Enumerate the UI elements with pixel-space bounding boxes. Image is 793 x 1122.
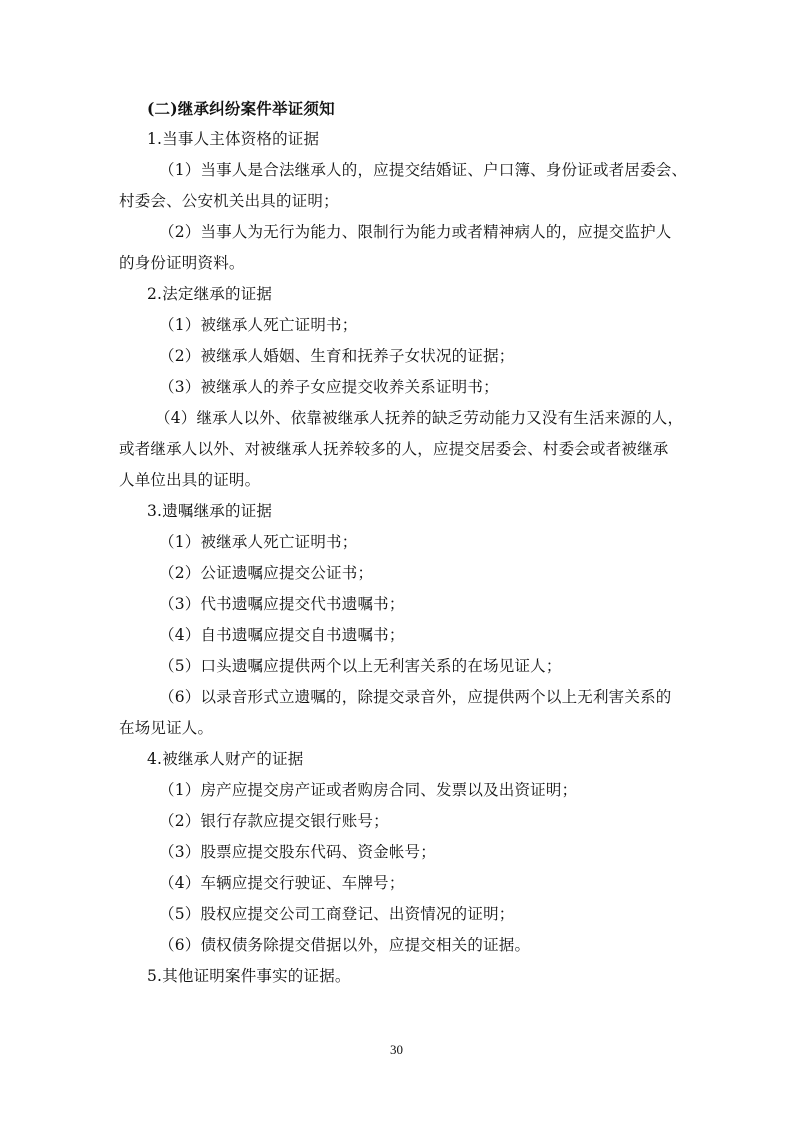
list-item: （4）自书遗嘱应提交自书遗嘱书； bbox=[159, 626, 405, 644]
document-lines bbox=[119, 124, 688, 992]
list-item: （5）口头遗嘱应提供两个以上无利害关系的在场见证人； bbox=[159, 657, 562, 675]
section-heading: 2.法定继承的证据 bbox=[147, 285, 273, 303]
list-item-continuation: 或者继承人以外、对被继承人抚养较多的人，应提交居委会、村委会或者被继承 bbox=[119, 440, 669, 458]
list-item: （6）债权债务除提交借据以外，应提交相关的证据。 bbox=[159, 936, 531, 954]
list-item-continuation: 村委会、公安机关出具的证明； bbox=[119, 192, 339, 210]
list-item: （4）继承人以外、依靠被继承人抚养的缺乏劳动能力又没有生活来源的人， bbox=[155, 409, 684, 427]
list-item-continuation: 的身份证明资料。 bbox=[119, 254, 245, 272]
list-item: （1）房产应提交房产证或者购房合同、发票以及出资证明； bbox=[159, 781, 578, 799]
list-item: （4）车辆应提交行驶证、车牌号； bbox=[159, 874, 405, 892]
list-item-continuation: 人单位出具的证明。 bbox=[119, 471, 261, 489]
list-item: （6）以录音形式立遗嘱的，除提交录音外，应提供两个以上无利害关系的 bbox=[159, 688, 672, 706]
section-heading: 5.其他证明案件事实的证据。 bbox=[147, 967, 351, 985]
document-body bbox=[119, 93, 688, 992]
section-heading: 3.遗嘱继承的证据 bbox=[147, 502, 273, 520]
list-item: （1）当事人是合法继承人的，应提交结婚证、户口簿、身份证或者居委会、 bbox=[159, 161, 688, 179]
list-item: （3）被继承人的养子女应提交收养关系证明书； bbox=[159, 378, 499, 396]
list-item: （2）被继承人婚姻、生育和抚养子女状况的证据； bbox=[159, 347, 515, 365]
list-item: （3）股票应提交股东代码、资金帐号； bbox=[159, 843, 436, 861]
list-item-continuation: 在场见证人。 bbox=[119, 719, 214, 737]
section-heading: 4.被继承人财产的证据 bbox=[147, 750, 304, 768]
page-number: 30 bbox=[390, 1042, 403, 1057]
section-heading: 1.当事人主体资格的证据 bbox=[147, 130, 320, 148]
list-item: （3）代书遗嘱应提交代书遗嘱书； bbox=[159, 595, 405, 613]
list-item: （2）银行存款应提交银行账号； bbox=[159, 812, 389, 830]
list-item: （1）被继承人死亡证明书； bbox=[159, 533, 358, 551]
list-item: （2）当事人为无行为能力、限制行为能力或者精神病人的，应提交监护人 bbox=[159, 223, 672, 241]
list-item: （1）被继承人死亡证明书； bbox=[159, 316, 358, 334]
list-item: （2）公证遗嘱应提交公证书； bbox=[159, 564, 374, 582]
list-item: （5）股权应提交公司工商登记、出资情况的证明； bbox=[159, 905, 515, 923]
section-title: (二)继承纠纷案件举证须知 bbox=[147, 99, 335, 118]
